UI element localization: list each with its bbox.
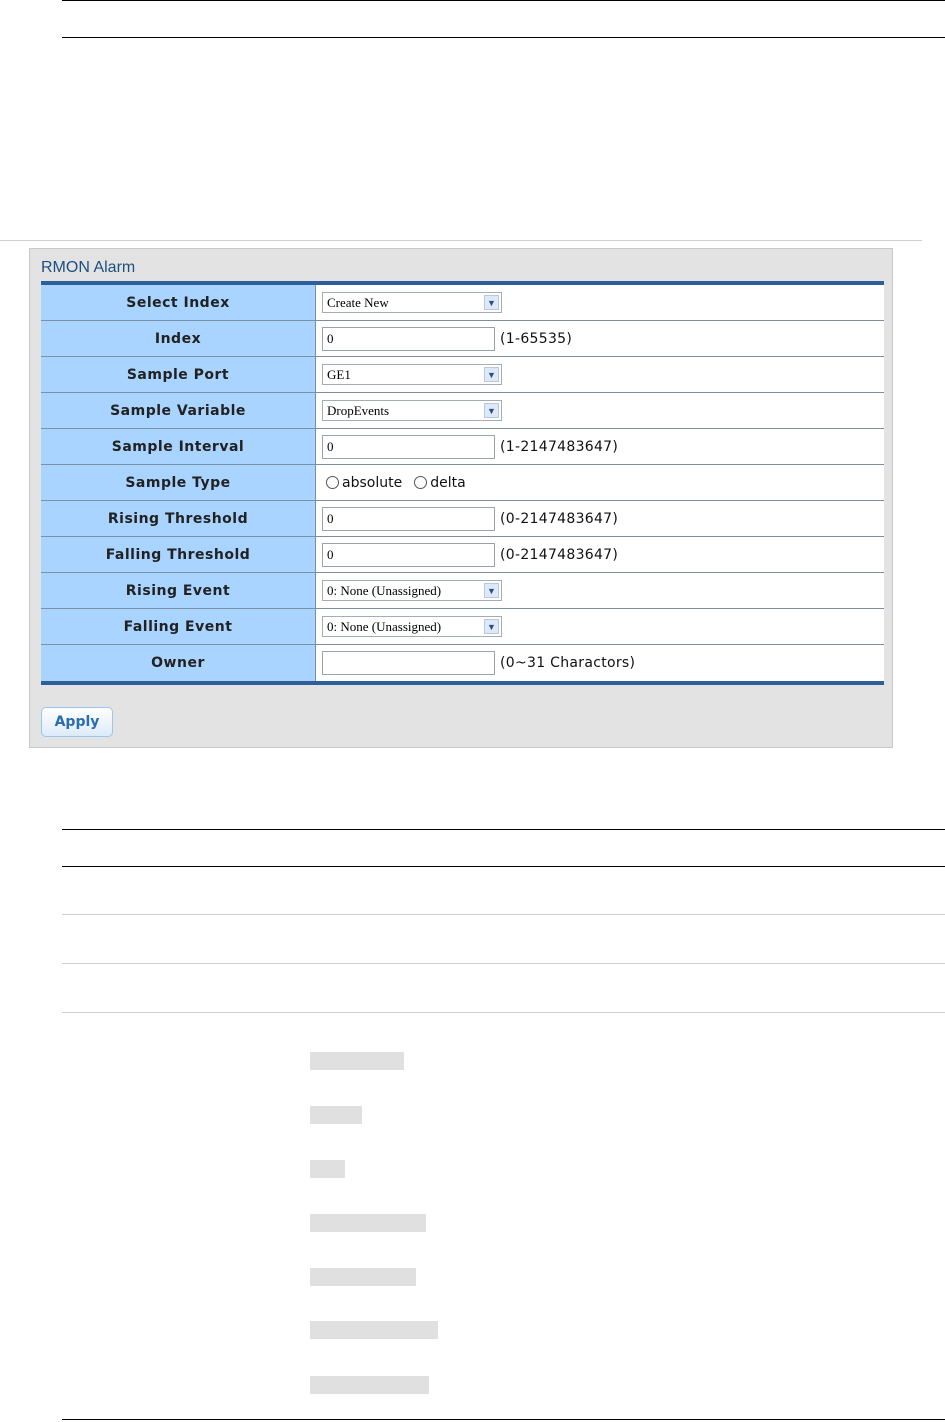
label-select-index: Select Index: [41, 285, 316, 320]
label-sample-type: Sample Type: [41, 465, 316, 500]
label-owner: Owner: [41, 645, 316, 681]
rising-event-dropdown[interactable]: 0: None (Unassigned) ▼: [322, 580, 502, 601]
label-falling-event: Falling Event: [41, 609, 316, 644]
row-rising-threshold: [41, 501, 884, 537]
placeholder-bar: [310, 1160, 345, 1178]
label-rising-threshold: Rising Threshold: [41, 501, 316, 536]
placeholder-bar: [310, 1052, 404, 1070]
chevron-down-icon: ▼: [484, 295, 499, 310]
table-row-divider: [62, 963, 945, 964]
label-sample-variable: Sample Variable: [41, 393, 316, 428]
row-owner: [41, 645, 884, 681]
radio-delta[interactable]: [414, 476, 427, 489]
placeholder-bar: [310, 1106, 362, 1124]
index-input[interactable]: 0: [322, 327, 495, 351]
table-row-divider: [62, 1012, 945, 1013]
rmon-alarm-panel: [29, 248, 893, 748]
sample-port-dropdown[interactable]: GE1 ▼: [322, 364, 502, 385]
table-bottom-rule: [62, 1419, 945, 1420]
row-sample-port: [41, 357, 884, 393]
section-divider: [0, 240, 922, 241]
row-sample-interval: [41, 429, 884, 465]
placeholder-bar: [310, 1376, 429, 1394]
label-index: Index: [41, 321, 316, 356]
sample-variable-dropdown[interactable]: DropEvents ▼: [322, 400, 502, 421]
panel-title: RMON Alarm: [41, 259, 136, 276]
select-index-dropdown[interactable]: Create New ▼: [322, 292, 502, 313]
rising-threshold-hint: (0-2147483647): [500, 510, 619, 527]
chevron-down-icon: ▼: [484, 619, 499, 634]
chevron-down-icon: ▼: [484, 367, 499, 382]
falling-event-dropdown[interactable]: 0: None (Unassigned) ▼: [322, 616, 502, 637]
placeholder-bar: [310, 1268, 416, 1286]
label-rising-event: Rising Event: [41, 573, 316, 608]
falling-threshold-hint: (0-2147483647): [500, 546, 619, 563]
radio-delta-label: delta: [430, 474, 466, 491]
header-rule: [62, 37, 945, 38]
rising-threshold-input[interactable]: 0: [322, 507, 495, 531]
label-sample-interval: Sample Interval: [41, 429, 316, 464]
row-rising-event: [41, 573, 884, 609]
radio-absolute[interactable]: [326, 476, 339, 489]
table-top-rule: [62, 829, 945, 830]
owner-input[interactable]: [322, 651, 495, 675]
sample-interval-input[interactable]: 0: [322, 435, 495, 459]
label-sample-port: Sample Port: [41, 357, 316, 392]
chevron-down-icon: ▼: [484, 583, 499, 598]
rmon-alarm-form: [41, 281, 884, 685]
chevron-down-icon: ▼: [484, 403, 499, 418]
row-select-index: [41, 285, 884, 321]
row-sample-type: [41, 465, 884, 501]
falling-threshold-input[interactable]: 0: [322, 543, 495, 567]
row-falling-event: [41, 609, 884, 645]
table-row-divider: [62, 914, 945, 915]
sample-interval-hint: (1-2147483647): [500, 438, 619, 455]
table-header-rule: [62, 866, 945, 867]
label-falling-threshold: Falling Threshold: [41, 537, 316, 572]
row-index: [41, 321, 884, 357]
placeholder-bar: [310, 1321, 438, 1339]
apply-button[interactable]: Apply: [41, 707, 113, 737]
owner-length-hint: (0~31 Charactors): [500, 655, 636, 671]
row-falling-threshold: [41, 537, 884, 573]
top-rule: [62, 0, 945, 1]
radio-absolute-label: absolute: [342, 474, 403, 491]
index-range-hint: (1-65535): [500, 330, 573, 347]
row-sample-variable: [41, 393, 884, 429]
placeholder-bar: [310, 1214, 426, 1232]
